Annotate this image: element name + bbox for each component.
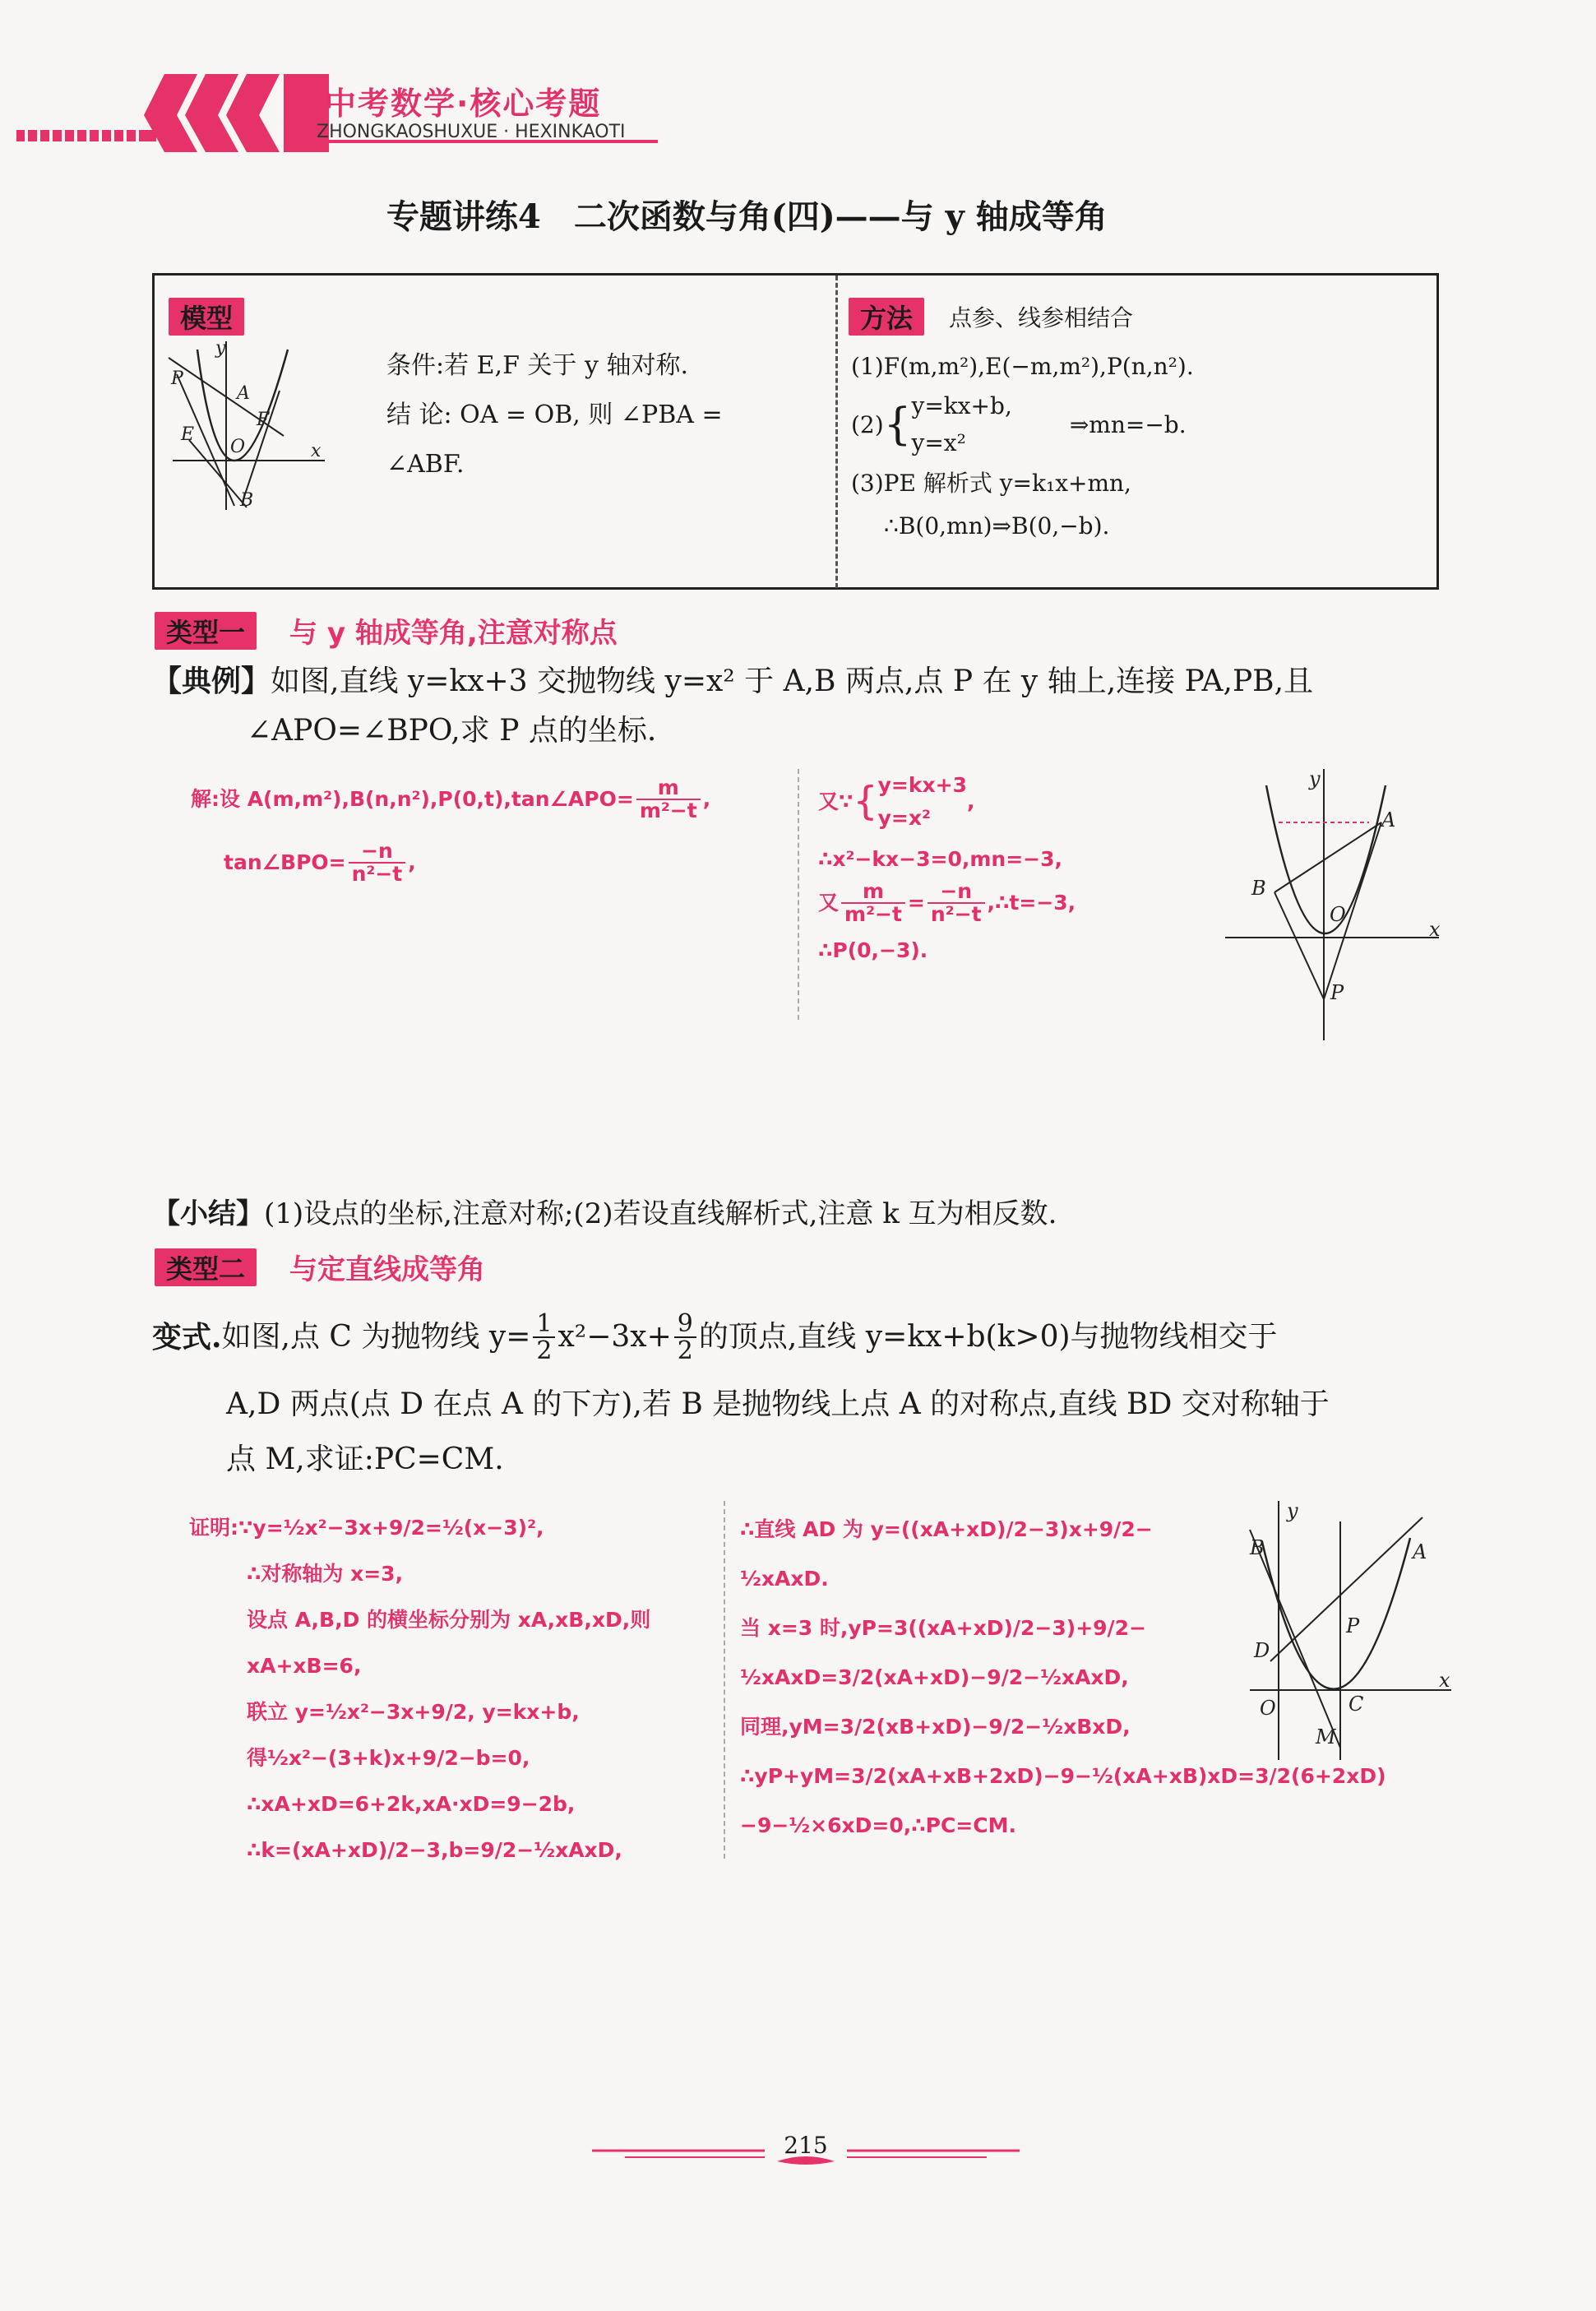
header-title: 中考数学·核心考题 bbox=[325, 86, 602, 122]
type2-proof-left: 证明:∵y=½x²−3x+9/2=½(x−3)², ∴对称轴为 x=3, 设点 A,B,D 的横坐标分别为 xA,xB,xD,则 xA+xB=6, 联立 y=½x²−3x+9/2, y=kx+b, 得½x²−(3+k)x+9/2−b=0, ∴xA+xD=6+2k,xA·xD=9−2b, ∴k=(xA+xD)/2−3,b=9/2−½xAxD, bbox=[189, 1516, 651, 1862]
type2-label-d: D bbox=[1254, 1639, 1270, 1662]
type2-label-x: x bbox=[1439, 1669, 1450, 1692]
model-label-x: x bbox=[311, 441, 322, 461]
type2-variant: 变式. 如图,点 C 为抛物线 y= $\frac{1}{2}$ x²−3x+ $\frac{9}{2}$ 的顶点,直线 y=kx+b(k>0)与抛物线相交于 A,D 两点(点 D 在点 A 的下方),若 B 是抛物线上点 A 的对称点,直线 BD 交对称轴于 点 M,求证:PC=CM. bbox=[152, 1308, 1330, 1476]
model-tag: 模型 bbox=[169, 298, 244, 336]
method-steps bbox=[851, 345, 1194, 548]
model-label-a: A bbox=[237, 383, 250, 404]
box-divider bbox=[835, 276, 838, 588]
type1-example: 【典例】如图,直线 y=kx+3 交抛物线 y=x² 于 A,B 两点,点 P 在 y 轴上,连接 PA,PB,且 ∠APO=∠BPO,求 P 点的坐标. bbox=[152, 664, 1314, 748]
type2-label-m: M bbox=[1316, 1725, 1336, 1748]
type2-proof-divider bbox=[724, 1501, 725, 1859]
type1-figure bbox=[1217, 761, 1451, 1044]
method-step1: (1)F(m,m²),E(−m,m²),P(n,n²). bbox=[851, 353, 1194, 380]
model-label-o: O bbox=[230, 437, 246, 457]
page-number: 215 bbox=[784, 2132, 828, 2159]
type2-proof-right: ∴直线 AD 为 y=((xA+xD)/2−3)x+9/2− ½xAxD. 当 x=3 时,yP=3((xA+xD)/2−3)+9/2− ½xAxD=3/2(xA+xD)−9/2−½xAxD, 同理,yM=3/2(xB+xD)−9/2−½xBxD, ∴yP+yM=3/2(xA+xB+2xD)−9−½(xA+xB)xD=3/2(6+2xD) −9−½×6xD=0,∴PC=CM. bbox=[740, 1517, 1386, 1837]
header-banner bbox=[0, 66, 1596, 156]
type1-label-a: A bbox=[1381, 808, 1396, 831]
type1-heading: 类型一 与 y 轴成等角,注意对称点 bbox=[155, 610, 618, 651]
type2-label-a: A bbox=[1413, 1540, 1427, 1563]
type2-label-p: P bbox=[1346, 1614, 1360, 1637]
type2-label-c: C bbox=[1349, 1693, 1364, 1716]
page-title: 专题讲练4 二次函数与角(四)——与 y 轴成等角 bbox=[386, 197, 1108, 236]
type2-figure bbox=[1233, 1493, 1460, 1764]
model-figure bbox=[164, 333, 337, 518]
method-subtitle: 点参、线参相结合 bbox=[949, 304, 1134, 331]
type1-solution-divider bbox=[798, 769, 799, 1020]
model-label-y: y bbox=[215, 338, 226, 359]
model-label-e: E bbox=[181, 424, 195, 445]
type1-solution-right: 又∵ { y=kx+3 y=x² , ∴x²−kx−3=0,mn=−3, 又 $\frac{m}{\text{m²−t}}$ = $\frac{-n}{\text{n²−t}}$ ,∴t=−3, ∴P(0,−3). bbox=[818, 773, 1076, 962]
model-label-f: F bbox=[257, 410, 270, 430]
method-tag: 方法 点参、线参相结合 bbox=[849, 298, 1133, 336]
type2-label-o: O bbox=[1260, 1697, 1276, 1720]
method-step3-result: ∴B(0,mn)⇒B(0,−b). bbox=[884, 512, 1110, 540]
header-decoration bbox=[0, 66, 1596, 156]
type2-label-y: y bbox=[1287, 1499, 1298, 1522]
type1-label-x: x bbox=[1429, 918, 1441, 941]
type2-label-b: B bbox=[1250, 1536, 1265, 1559]
type2-heading: 类型二 与定直线成等角 bbox=[155, 1247, 485, 1287]
type1-label-b: B bbox=[1251, 877, 1266, 900]
header-pinyin: ZHONGKAOSHUXUE · HEXINKAOTI bbox=[317, 122, 626, 142]
summary: 【小结】(1)设点的坐标,注意对称;(2)若设直线解析式,注意 k 互为相反数. bbox=[152, 1197, 1057, 1230]
type1-label-y: y bbox=[1309, 767, 1321, 790]
model-label-b: B bbox=[240, 490, 254, 511]
type1-label-p: P bbox=[1330, 981, 1344, 1004]
model-label-p: P bbox=[171, 368, 183, 389]
type1-label-o: O bbox=[1330, 903, 1346, 926]
type1-solution-left: 解:设 A(m,m²),B(n,n²),P(0,t),tan∠APO= $\frac{m}{\text{m²−t}}$ , tan∠BPO= $\frac{-n}{\text{n²−t}}$ , bbox=[191, 776, 711, 886]
method-step3: (3)PE 解析式 y=k₁x+mn, bbox=[851, 469, 1131, 497]
model-condition: 条件:若 E,F 关于 y 轴对称. 结 论: OA = OB, 则 ∠PBA = ∠ABF. bbox=[386, 351, 723, 479]
method-step2: (2) { y=kx+b, y=x² ⇒mn=−b. bbox=[851, 392, 1187, 456]
